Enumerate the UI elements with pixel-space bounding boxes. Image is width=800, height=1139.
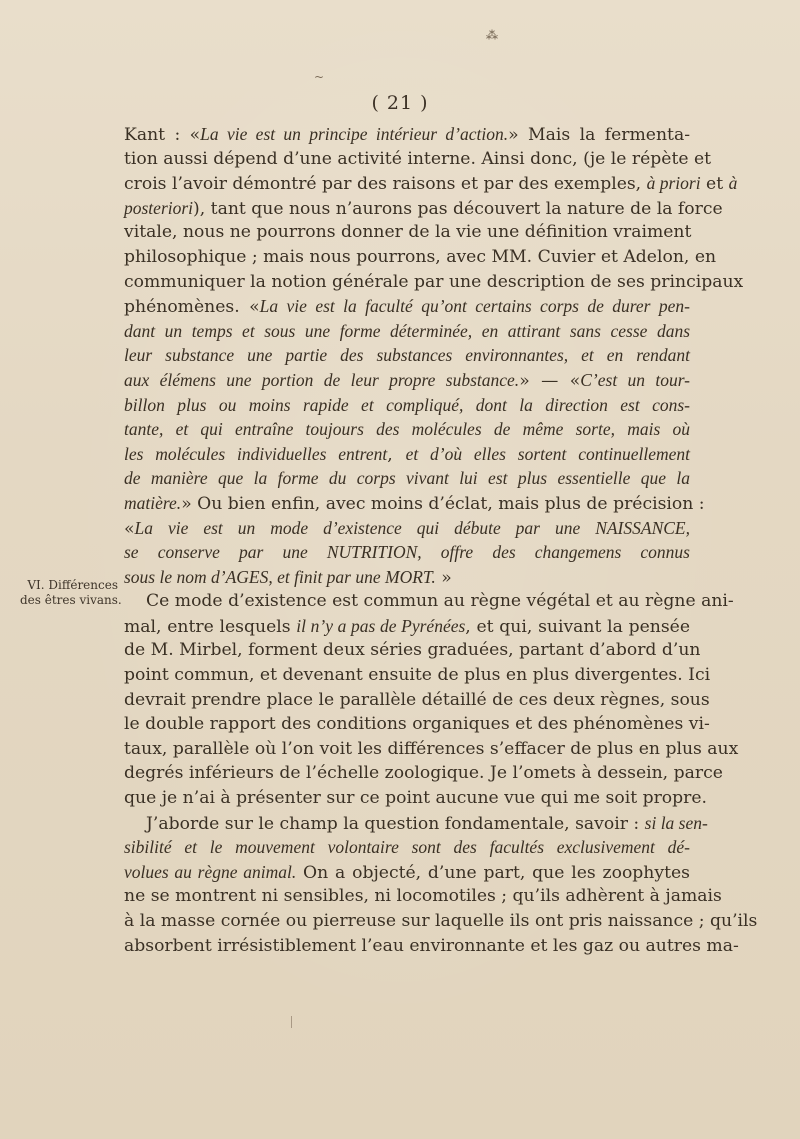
italic-text-segment: La vie est un mode d’existence qui débute par une NAISSANCE, bbox=[134, 517, 690, 538]
text-line bbox=[124, 196, 723, 221]
italic-text-segment: sous le nom d’AGES, et finit par une MORT. bbox=[124, 566, 436, 587]
text-segment: communiquer la notion générale par une description de ses principaux bbox=[124, 271, 744, 292]
text-line bbox=[124, 270, 744, 295]
text-segment: « bbox=[124, 518, 135, 539]
text-line bbox=[124, 516, 690, 541]
text-segment: » — « bbox=[519, 370, 581, 391]
text-segment: vitale, nous ne pourrons donner de la vie une définition vraiment bbox=[124, 222, 692, 243]
text-segment: à la masse cornée ou pierreuse sur laquelle ils ont pris naissance ; qu’ils bbox=[124, 911, 758, 931]
text-segment: ne se montrent ni sensibles, ni locomotiles ; qu’ils adhèrent à jamais bbox=[124, 886, 722, 907]
text-segment: Ce mode d’existence est commun au règne végétal et au règne ani- bbox=[146, 591, 734, 612]
text-line bbox=[124, 638, 701, 663]
margin-note bbox=[20, 578, 122, 608]
text-line bbox=[124, 466, 690, 491]
text-segment: absorbent irrésistiblement l’eau environnante et les gaz ou autres ma- bbox=[124, 935, 739, 956]
italic-text-segment: à priori bbox=[646, 173, 701, 194]
text-segment: le double rapport des conditions organiques et des phénomènes vi- bbox=[124, 714, 710, 735]
text-segment: » Mais la fermenta- bbox=[508, 125, 690, 145]
text-segment: Kant : « bbox=[124, 125, 201, 145]
text-line bbox=[124, 663, 711, 688]
text-line bbox=[124, 343, 690, 368]
text-segment: , bbox=[387, 444, 406, 465]
italic-text-segment: tante, et qui entraîne toujours des molécules de même sorte, mais où bbox=[124, 419, 690, 440]
text-line bbox=[124, 860, 690, 885]
text-line bbox=[124, 171, 738, 196]
text-line bbox=[124, 122, 690, 147]
text-line bbox=[124, 368, 690, 393]
text-segment: de M. Mirbel, forment deux séries graduées, partant d’abord d’un bbox=[124, 640, 701, 661]
italic-text-segment: se conserve par une NUTRITION, offre des changemens connus bbox=[124, 542, 690, 563]
text-line bbox=[124, 319, 690, 344]
text-segment: philosophique ; mais nous pourrons, avec MM. Cuvier et Adelon, en bbox=[124, 246, 717, 267]
text-segment: et bbox=[700, 174, 729, 195]
text-line bbox=[124, 220, 690, 245]
text-line bbox=[124, 294, 690, 319]
italic-text-segment: aux élémens une portion de leur propre substance. bbox=[124, 369, 520, 390]
text-segment: degrés inférieurs de l’échelle zoologique. Je l’omets à dessein, parce bbox=[124, 763, 723, 784]
italic-text-segment: volues au règne animal. bbox=[124, 861, 297, 882]
text-line bbox=[124, 393, 690, 418]
text-segment: tion aussi dépend d’une activité interne. Ainsi donc, (je le répète et bbox=[124, 148, 712, 169]
footer-ink-mark bbox=[291, 1016, 292, 1028]
text-line bbox=[124, 540, 690, 565]
text-segment: » bbox=[435, 567, 452, 588]
text-segment: phénomènes. « bbox=[124, 297, 260, 318]
text-line bbox=[124, 786, 707, 811]
text-segment: que je n’ai à présenter sur ce point aucune vue qui me soit propre. bbox=[124, 788, 707, 809]
text-segment: » Ou bien enfin, avec moins d’éclat, mais plus de précision : bbox=[181, 493, 705, 514]
text-line bbox=[124, 245, 717, 270]
italic-text-segment: à bbox=[728, 173, 738, 194]
text-segment: point commun, et devenant ensuite de plus en plus divergentes. Ici bbox=[124, 665, 711, 686]
text-line bbox=[124, 688, 710, 713]
text-line bbox=[124, 147, 712, 172]
text-line bbox=[124, 417, 690, 442]
italic-text-segment: La vie est un principe intérieur d’action. bbox=[200, 124, 509, 144]
text-line bbox=[124, 761, 723, 786]
text-line bbox=[124, 934, 739, 959]
margin-note-line-1: VI. Différences bbox=[27, 578, 118, 592]
italic-text-segment: C’est un tour- bbox=[580, 369, 690, 390]
italic-text-segment: matière. bbox=[124, 492, 182, 513]
text-line bbox=[124, 884, 722, 909]
text-line bbox=[124, 589, 734, 614]
text-segment: J’aborde sur le champ la question fondamentale, savoir : bbox=[146, 813, 645, 834]
text-line bbox=[124, 491, 705, 516]
text-segment: devrait prendre place le parallèle détaillé de ces deux règnes, sous bbox=[124, 689, 710, 710]
italic-text-segment: dant un temps et sous une forme déterminée, en attirant sans cesse dans bbox=[124, 320, 690, 341]
italic-text-segment: leur substance une partie des substances environnantes, et en rendant bbox=[124, 345, 690, 366]
italic-text-segment: posteriori bbox=[124, 197, 194, 218]
italic-text-segment: si la sen- bbox=[644, 812, 708, 833]
text-segment: , et qui, suivant la pensée bbox=[465, 616, 690, 637]
text-line bbox=[124, 835, 690, 860]
italic-text-segment: de manière que la forme du corps vivant lui est plus essentielle que la bbox=[124, 468, 690, 489]
text-segment: crois l’avoir démontré par des raisons et par des exemples, bbox=[124, 174, 647, 195]
italic-text-segment: sibilité et le mouvement volontaire sont des facultés exclusivement dé- bbox=[124, 837, 690, 858]
text-line bbox=[124, 442, 690, 467]
text-segment: On a objecté, d’une part, que les zoophytes bbox=[296, 862, 690, 883]
text-line bbox=[124, 811, 708, 836]
italic-text-segment: billon plus ou moins rapide et compliqué, dont la direction est cons- bbox=[124, 394, 690, 415]
body-text bbox=[124, 122, 758, 958]
italic-text-segment: les molécules individuelles entrent bbox=[124, 443, 388, 464]
text-line bbox=[124, 909, 758, 934]
text-segment: ), tant que nous n’aurons pas découvert la nature de la force bbox=[193, 198, 723, 219]
text-line bbox=[124, 614, 690, 639]
small-ink-mark: ~ bbox=[314, 70, 325, 84]
text-line bbox=[124, 712, 710, 737]
text-segment: mal, entre lesquels bbox=[124, 616, 297, 637]
top-ornament-mark: ⁂ bbox=[486, 28, 499, 42]
margin-note-line-2: des êtres vivans. bbox=[20, 593, 122, 607]
italic-text-segment: et d’où elles sortent continuellement bbox=[405, 443, 690, 464]
italic-text-segment: il n’y a pas de Pyrénées bbox=[296, 615, 466, 636]
text-line bbox=[124, 565, 690, 590]
italic-text-segment: La vie est la faculté qu’ont certains corps de durer pen- bbox=[259, 296, 690, 317]
page-number: ( 21 ) bbox=[371, 92, 429, 114]
text-segment: taux, parallèle où l’on voit les différences s’effacer de plus en plus aux bbox=[124, 738, 739, 759]
text-line bbox=[124, 737, 739, 762]
